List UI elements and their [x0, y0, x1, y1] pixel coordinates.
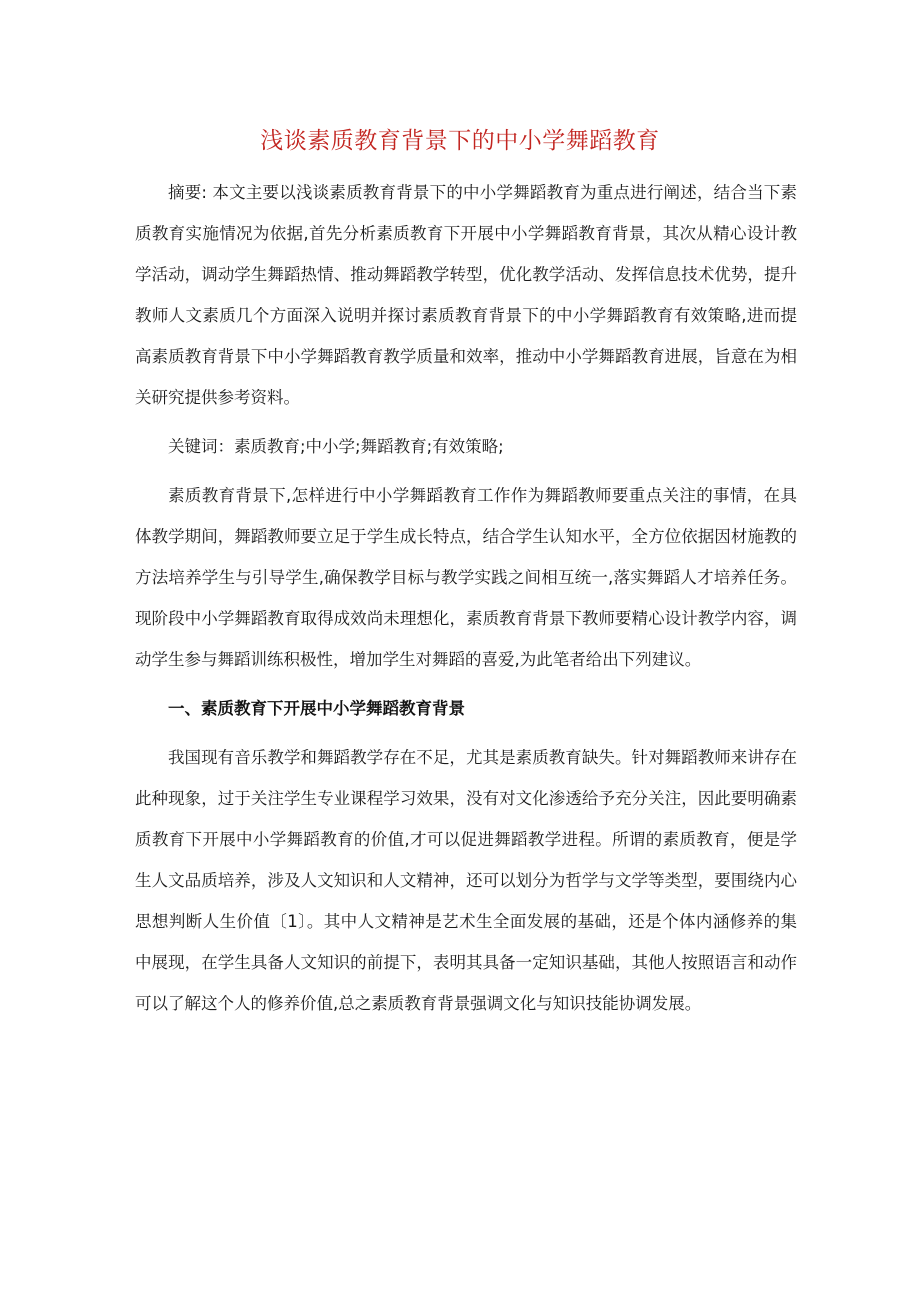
intro-paragraph: 素质教育背景下,怎样进行中小学舞蹈教育工作作为舞蹈教师要重点关注的事情，在具体教学期间，舞蹈教师要立足于学生成长特点，结合学生认知水平，全方位依据因材施教的方法培养学生与引导学生,确保教学目标与教学实践之间相互统一,落实舞蹈人才培养任务。现阶段中小学舞蹈教育取得成效尚未理想化，素质教育背景下教师要精心设计教学内容，调动学生参与舞蹈训练积极性，增加学生对舞蹈的喜爱,为此笔者给出下列建议。 — [135, 486, 797, 669]
document-title: 浅谈素质教育背景下的中小学舞蹈教育 — [260, 128, 660, 154]
abstract-paragraph: 摘要: 本文主要以浅谈素质教育背景下的中小学舞蹈教育为重点进行阐述，结合当下素质教育实施情况为依据,首先分析素质教育下开展中小学舞蹈教育背景，其次从精心设计教学活动，调动学生舞蹈热情、推动舞蹈教学转型，优化教学活动、发挥信息技术优势，提升教师人文素质几个方面深入说明并探讨素质教育背景下的中小学舞蹈教育有效策略,进而提高素质教育背景下中小学舞蹈教育教学质量和效率，推动中小学舞蹈教育进展，旨意在为相关研究提供参考资料。 — [135, 183, 797, 407]
section-paragraph: 我国现有音乐教学和舞蹈教学存在不足，尤其是素质教育缺失。针对舞蹈教师来讲存在此种现象，过于关注学生专业课程学习效果，没有对文化渗透给予充分关注，因此要明确素质教育下开展中小学舞蹈教育的价值,才可以促进舞蹈教学进程。所谓的素质教育，便是学生人文品质培养，涉及人文知识和人文精神，还可以划分为哲学与文学等类型，要围绕内心思想判断人生价值〔1〕。其中人文精神是艺术生全面发展的基础，还是个体内涵修养的集中展现，在学生具备人文知识的前提下，表明其具备一定知识基础，其他人按照语言和动作可以了解这个人的修养价值,总之素质教育背景强调文化与知识技能协调发展。 — [135, 748, 797, 1013]
document-body — [135, 172, 797, 1024]
section-heading: 一、素质教育下开展中小学舞蹈教育背景 — [168, 699, 465, 718]
keywords-paragraph: 关键词：素质教育;中小学;舞蹈教育;有效策略; — [168, 437, 504, 456]
